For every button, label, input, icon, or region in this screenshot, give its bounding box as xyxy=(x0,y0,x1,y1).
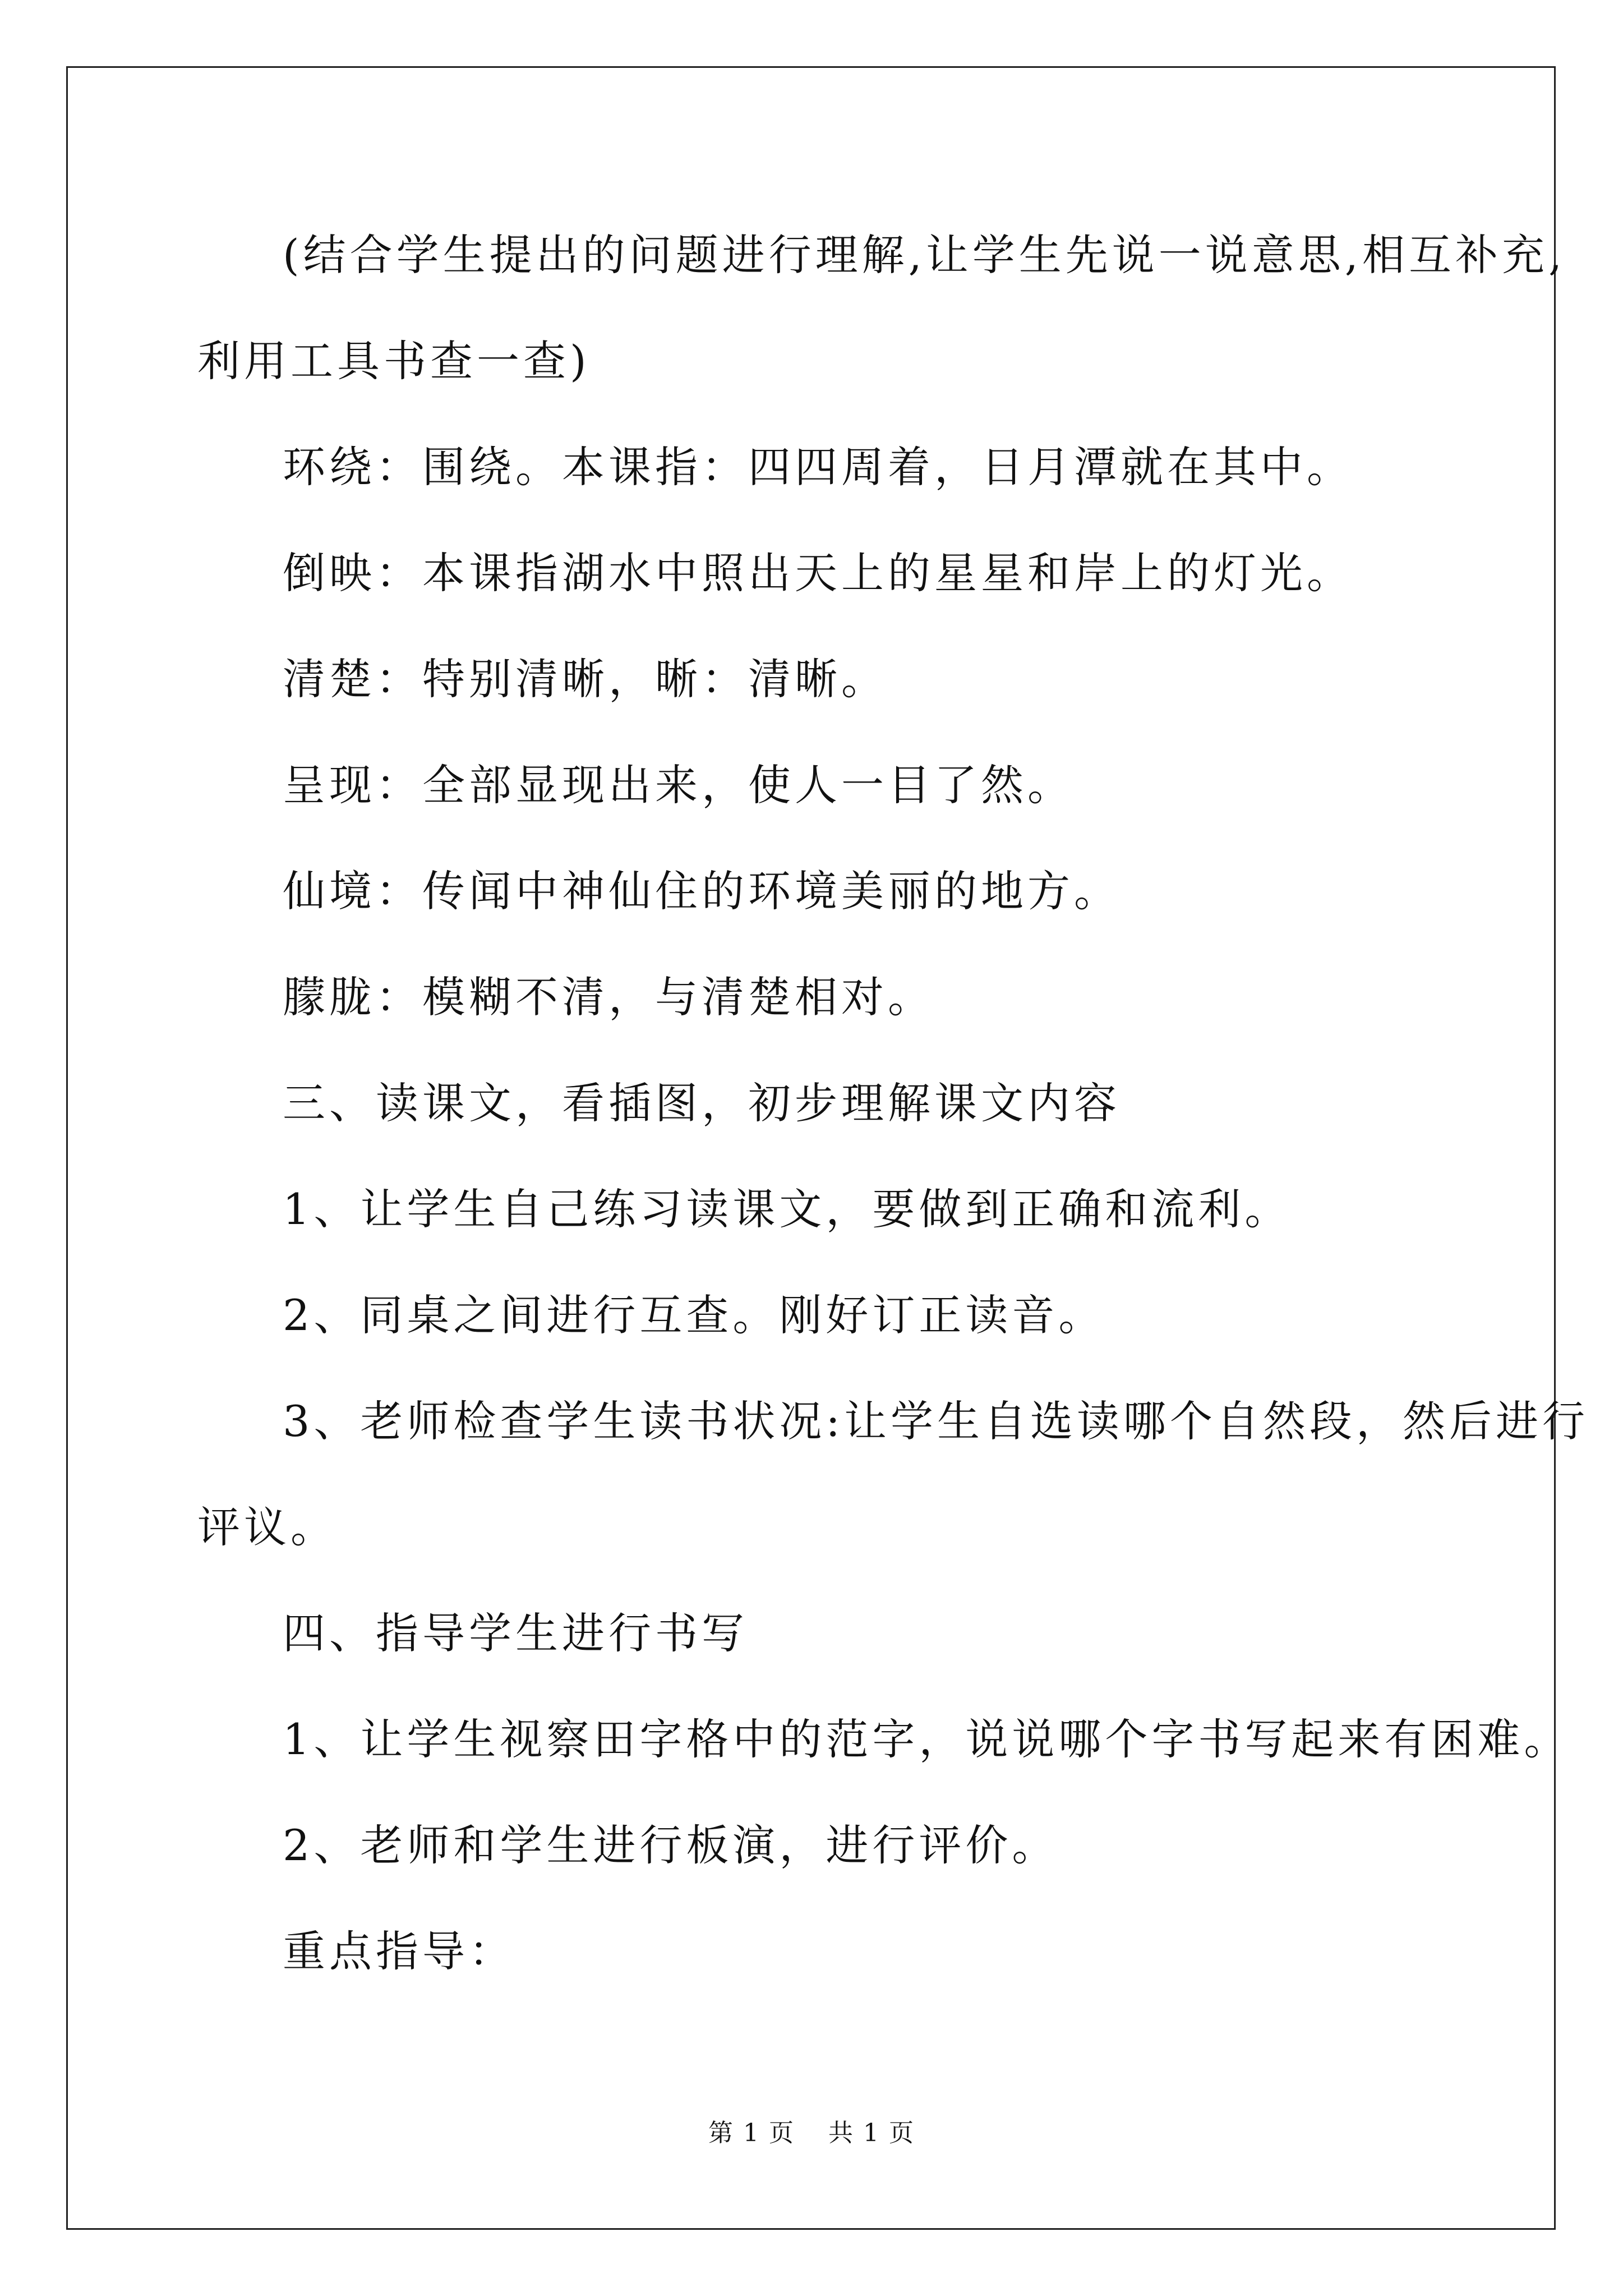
page-total: 共 1 页 xyxy=(828,2119,915,2147)
list-item-2 xyxy=(197,1262,1431,1368)
text-line: 朦胧：模糊不清，与清楚相对。 xyxy=(283,972,934,1022)
page-number: 第 1 页 xyxy=(708,2119,795,2147)
text-line: 2、同桌之间进行互查。刚好订正读音。 xyxy=(283,1290,1105,1340)
section-heading-four xyxy=(197,1580,1431,1686)
list-item-3 xyxy=(197,1368,1589,1580)
text-line: (结合学生提出的问题进行理解,让学生先说一说意思,相互补充, xyxy=(283,230,1566,280)
document-body xyxy=(197,202,1589,2004)
text-line: 三、读课文，看插图，初步理解课文内容 xyxy=(283,1078,1121,1128)
paragraph-explanation-note xyxy=(197,202,1566,414)
text-line: 倒映：本课指湖水中照出天上的星星和岸上的灯光。 xyxy=(283,548,1353,598)
paragraph-word-menglong xyxy=(197,944,1431,1050)
list-item-2 xyxy=(197,1792,1431,1898)
paragraph-word-xianjing xyxy=(197,838,1431,944)
text-line: 清楚：特别清晰，晰：清晰。 xyxy=(283,654,888,704)
text-line: 2、老师和学生进行板演，进行评价。 xyxy=(283,1820,1059,1870)
text-line: 1、让学生视察田字格中的范字，说说哪个字书写起来有困难。 xyxy=(283,1714,1571,1764)
text-line: 重点指导： xyxy=(283,1926,515,1976)
list-item-1 xyxy=(197,1686,1571,1792)
page-footer xyxy=(0,2113,1623,2148)
text-line: 呈现：全部显现出来，使人一目了然。 xyxy=(283,760,1074,810)
section-heading-three xyxy=(197,1050,1431,1156)
text-line: 仙境：传闻中神仙住的环境美丽的地方。 xyxy=(283,866,1121,916)
paragraph-key-guidance xyxy=(197,1898,1431,2004)
paragraph-word-huanrao xyxy=(197,414,1431,520)
text-line: 1、让学生自己练习读课文，要做到正确和流利。 xyxy=(283,1184,1292,1234)
text-line: 3、老师检查学生读书状况:让学生自选读哪个自然段，然后进行 xyxy=(283,1396,1589,1446)
text-line: 环绕：围绕。本课指：四四周着，日月潭就在其中。 xyxy=(283,442,1353,492)
text-line: 评议。 xyxy=(197,1502,337,1552)
paragraph-word-qingchu xyxy=(197,626,1431,732)
list-item-1 xyxy=(197,1156,1431,1262)
text-line: 四、指导学生进行书写 xyxy=(283,1608,748,1658)
paragraph-word-daoying xyxy=(197,520,1431,626)
text-line: 利用工具书查一查) xyxy=(197,336,591,386)
paragraph-word-chengxian xyxy=(197,732,1431,838)
